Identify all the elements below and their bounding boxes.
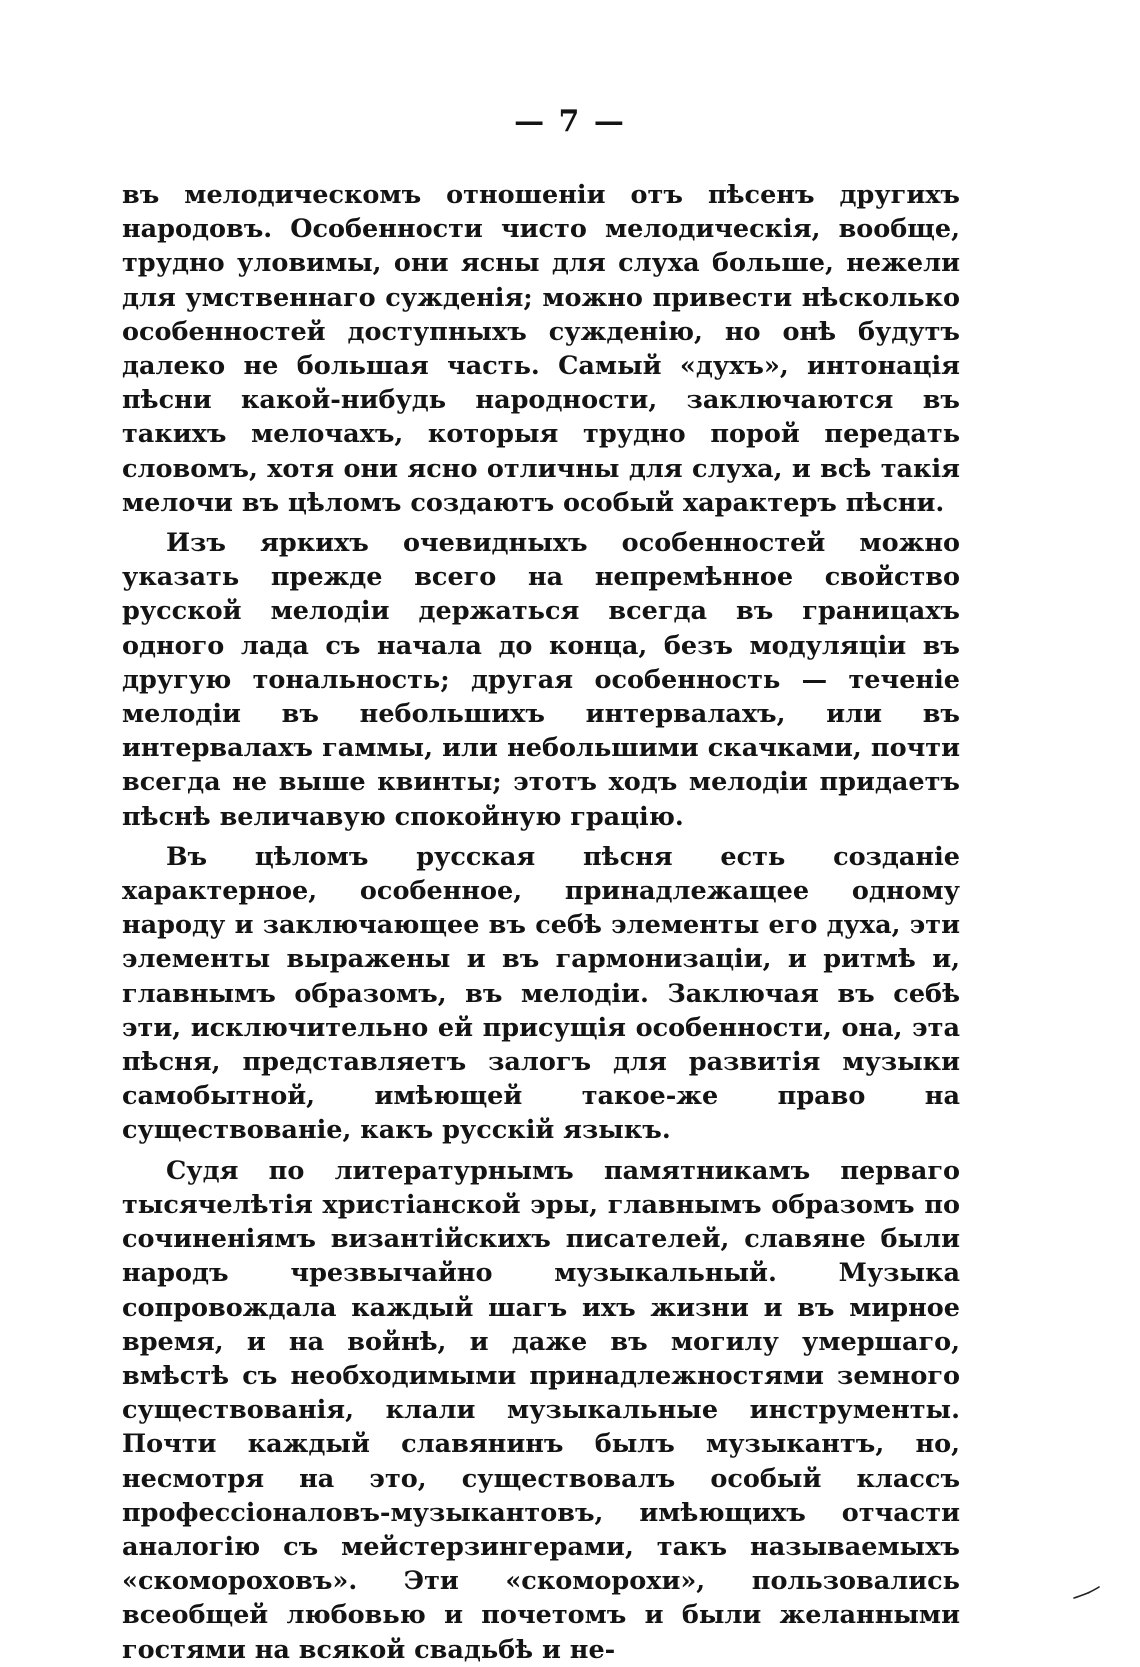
- paragraph-4: Судя по литературнымъ памятникамъ перваго тысячелѣтія христіанской эры, главнымъ образомъ по сочиненіямъ византійскихъ писателей, славяне были народъ чрезвычайно музыкальный. Музыка сопровождала каждый шагъ ихъ жизни и въ мирное время, и на войнѣ, и даже въ могилу умершаго, вмѣстѣ съ необходимыми принадлежностями земного существованія, клали музыкальные инструменты. Почти каждый славянинъ былъ музыкантъ, но, несмотря на это, существовалъ особый классъ профессіоналовъ-музыкантовъ, имѣющихъ отчасти аналогію съ мейстерзингерами, такъ называемыхъ «скомороховъ». Эти «скоморохи», пользовались всеобщей любовью и почетомъ и были желанными гостями на всякой свадьбѣ и не-: [122, 1155, 960, 1665]
- pencil-mark-icon: [1072, 1586, 1100, 1600]
- paragraph-3: Въ цѣломъ русская пѣсня есть созданіе характерное, особенное, принадлежащее одному народу и заключающее въ себѣ элементы его духа, эти элементы выражены и въ гармонизаціи, и ритмѣ и, главнымъ образомъ, въ мелодіи. Заключая въ себѣ эти, исключительно ей присущія особенности, она, эта пѣсня, представляетъ залогъ для развитія музыки самобытной, имѣющей такое-же право на существованіе, какъ русскій языкъ.: [122, 841, 960, 1146]
- paragraph-2: Изъ яркихъ очевидныхъ особенностей можно указать прежде всего на непремѣнное свойство русской мелодіи держаться всегда въ границахъ одного лада съ начала до конца, безъ модуляціи въ другую тональность; другая особенность — теченіе мелодіи въ небольшихъ интервалахъ, или въ интервалахъ гаммы, или небольшими скачками, почти всегда не выше квинты; этотъ ходъ мелодіи придаетъ пѣснѣ величавую спокойную грацію.: [122, 528, 960, 832]
- paragraph-1: въ мелодическомъ отношеніи отъ пѣсенъ другихъ народовъ. Особенности чисто мелодическія, вообще, трудно уловимы, они ясны для слуха больше, нежели для умственнаго сужденія; можно привести нѣсколько особенностей доступныхъ сужденію, но онѣ будутъ далеко не большая часть. Самый «духъ», интонація пѣсни какой-нибудь народности, заключаются въ такихъ мелочахъ, которыя трудно порой передать словомъ, хотя они ясно отличны для слуха, и всѣ такія мелочи въ цѣломъ создаютъ особый характеръ пѣсни.: [122, 180, 960, 518]
- page-number: — 7 —: [514, 104, 626, 139]
- page-body: [122, 178, 960, 1667]
